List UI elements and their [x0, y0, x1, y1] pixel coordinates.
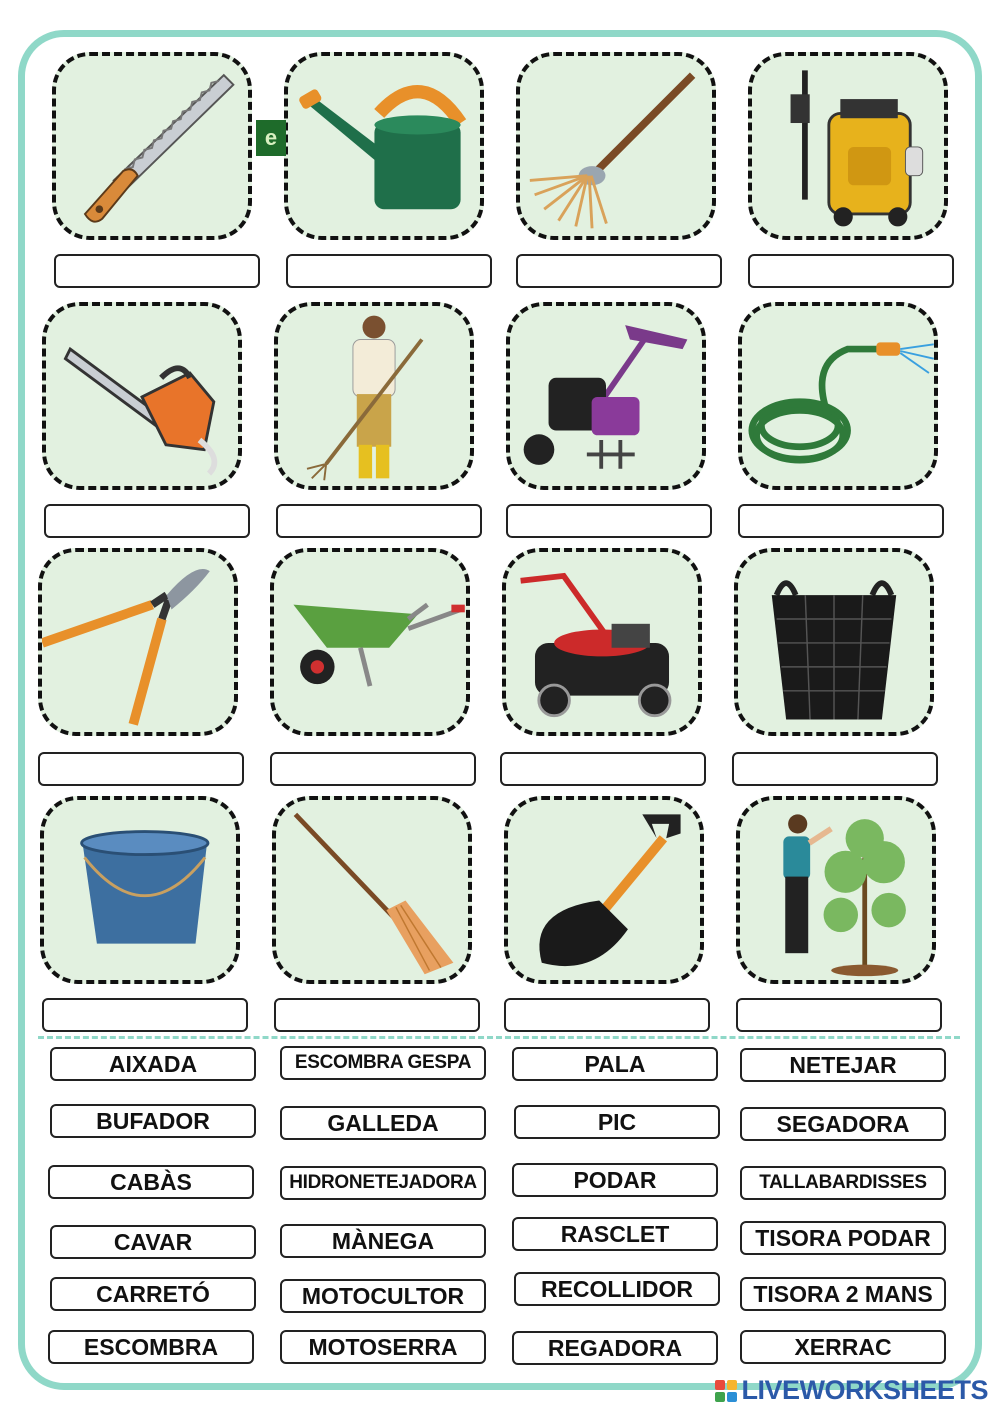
- hose-icon: [738, 302, 938, 490]
- separator-line: [38, 1036, 960, 1039]
- word-card[interactable]: ESCOMBRA GESPA: [280, 1046, 486, 1080]
- word-card[interactable]: AIXADA: [50, 1047, 256, 1081]
- chainsaw-icon: [42, 302, 242, 490]
- word-card[interactable]: REGADORA: [512, 1331, 718, 1365]
- answer-box-2[interactable]: [286, 254, 492, 288]
- wheelbarrow-icon: [270, 548, 470, 736]
- loppers-icon: [38, 548, 238, 736]
- word-card[interactable]: CAVAR: [50, 1225, 256, 1259]
- watering-can-icon: [284, 52, 484, 240]
- answer-box-8[interactable]: [738, 504, 944, 538]
- word-card[interactable]: XERRAC: [740, 1330, 946, 1364]
- tiller-icon: [506, 302, 706, 490]
- word-card[interactable]: TISORA PODAR: [740, 1221, 946, 1255]
- word-card[interactable]: PIC: [514, 1105, 720, 1139]
- word-card[interactable]: SEGADORA: [740, 1107, 946, 1141]
- word-card[interactable]: NETEJAR: [740, 1048, 946, 1082]
- answer-box-11[interactable]: [500, 752, 706, 786]
- word-card[interactable]: CABÀS: [48, 1165, 254, 1199]
- brand-name: LIVEWORKSHEETS: [741, 1375, 988, 1405]
- word-card[interactable]: TISORA 2 MANS: [740, 1277, 946, 1311]
- answer-box-10[interactable]: [270, 752, 476, 786]
- lawn-mower-icon: [502, 548, 702, 736]
- answer-box-4[interactable]: [748, 254, 954, 288]
- broom-icon: [272, 796, 472, 984]
- answer-box-13[interactable]: [42, 998, 248, 1032]
- word-card[interactable]: HIDRONETEJADORA: [280, 1166, 486, 1200]
- answer-box-7[interactable]: [506, 504, 712, 538]
- answer-box-12[interactable]: [732, 752, 938, 786]
- word-card[interactable]: MOTOCULTOR: [280, 1279, 486, 1313]
- word-card[interactable]: BUFADOR: [50, 1104, 256, 1138]
- basket-icon: [734, 548, 934, 736]
- word-card[interactable]: ESCOMBRA: [48, 1330, 254, 1364]
- answer-box-16[interactable]: [736, 998, 942, 1032]
- man-raking-icon: [274, 302, 474, 490]
- rake-icon: [516, 52, 716, 240]
- word-card[interactable]: TALLABARDISSES: [740, 1166, 946, 1200]
- answer-box-9[interactable]: [38, 752, 244, 786]
- liveworksheets-logo: [715, 1375, 988, 1406]
- answer-box-5[interactable]: [44, 504, 250, 538]
- logo-mark-icon: [715, 1380, 737, 1402]
- shovel-icon: [504, 796, 704, 984]
- word-card[interactable]: MOTOSERRA: [280, 1330, 486, 1364]
- bucket-icon: [40, 796, 240, 984]
- word-card[interactable]: RECOLLIDOR: [514, 1272, 720, 1306]
- badge: e: [256, 120, 286, 156]
- word-card[interactable]: PALA: [512, 1047, 718, 1081]
- word-card[interactable]: MÀNEGA: [280, 1224, 486, 1258]
- woman-pruning-icon: [736, 796, 936, 984]
- word-card[interactable]: GALLEDA: [280, 1106, 486, 1140]
- answer-box-15[interactable]: [504, 998, 710, 1032]
- saw-icon: [52, 52, 252, 240]
- answer-box-6[interactable]: [276, 504, 482, 538]
- word-card[interactable]: PODAR: [512, 1163, 718, 1197]
- answer-box-3[interactable]: [516, 254, 722, 288]
- pressure-washer-icon: [748, 52, 948, 240]
- answer-box-14[interactable]: [274, 998, 480, 1032]
- word-card[interactable]: CARRETÓ: [50, 1277, 256, 1311]
- answer-box-1[interactable]: [54, 254, 260, 288]
- word-card[interactable]: RASCLET: [512, 1217, 718, 1251]
